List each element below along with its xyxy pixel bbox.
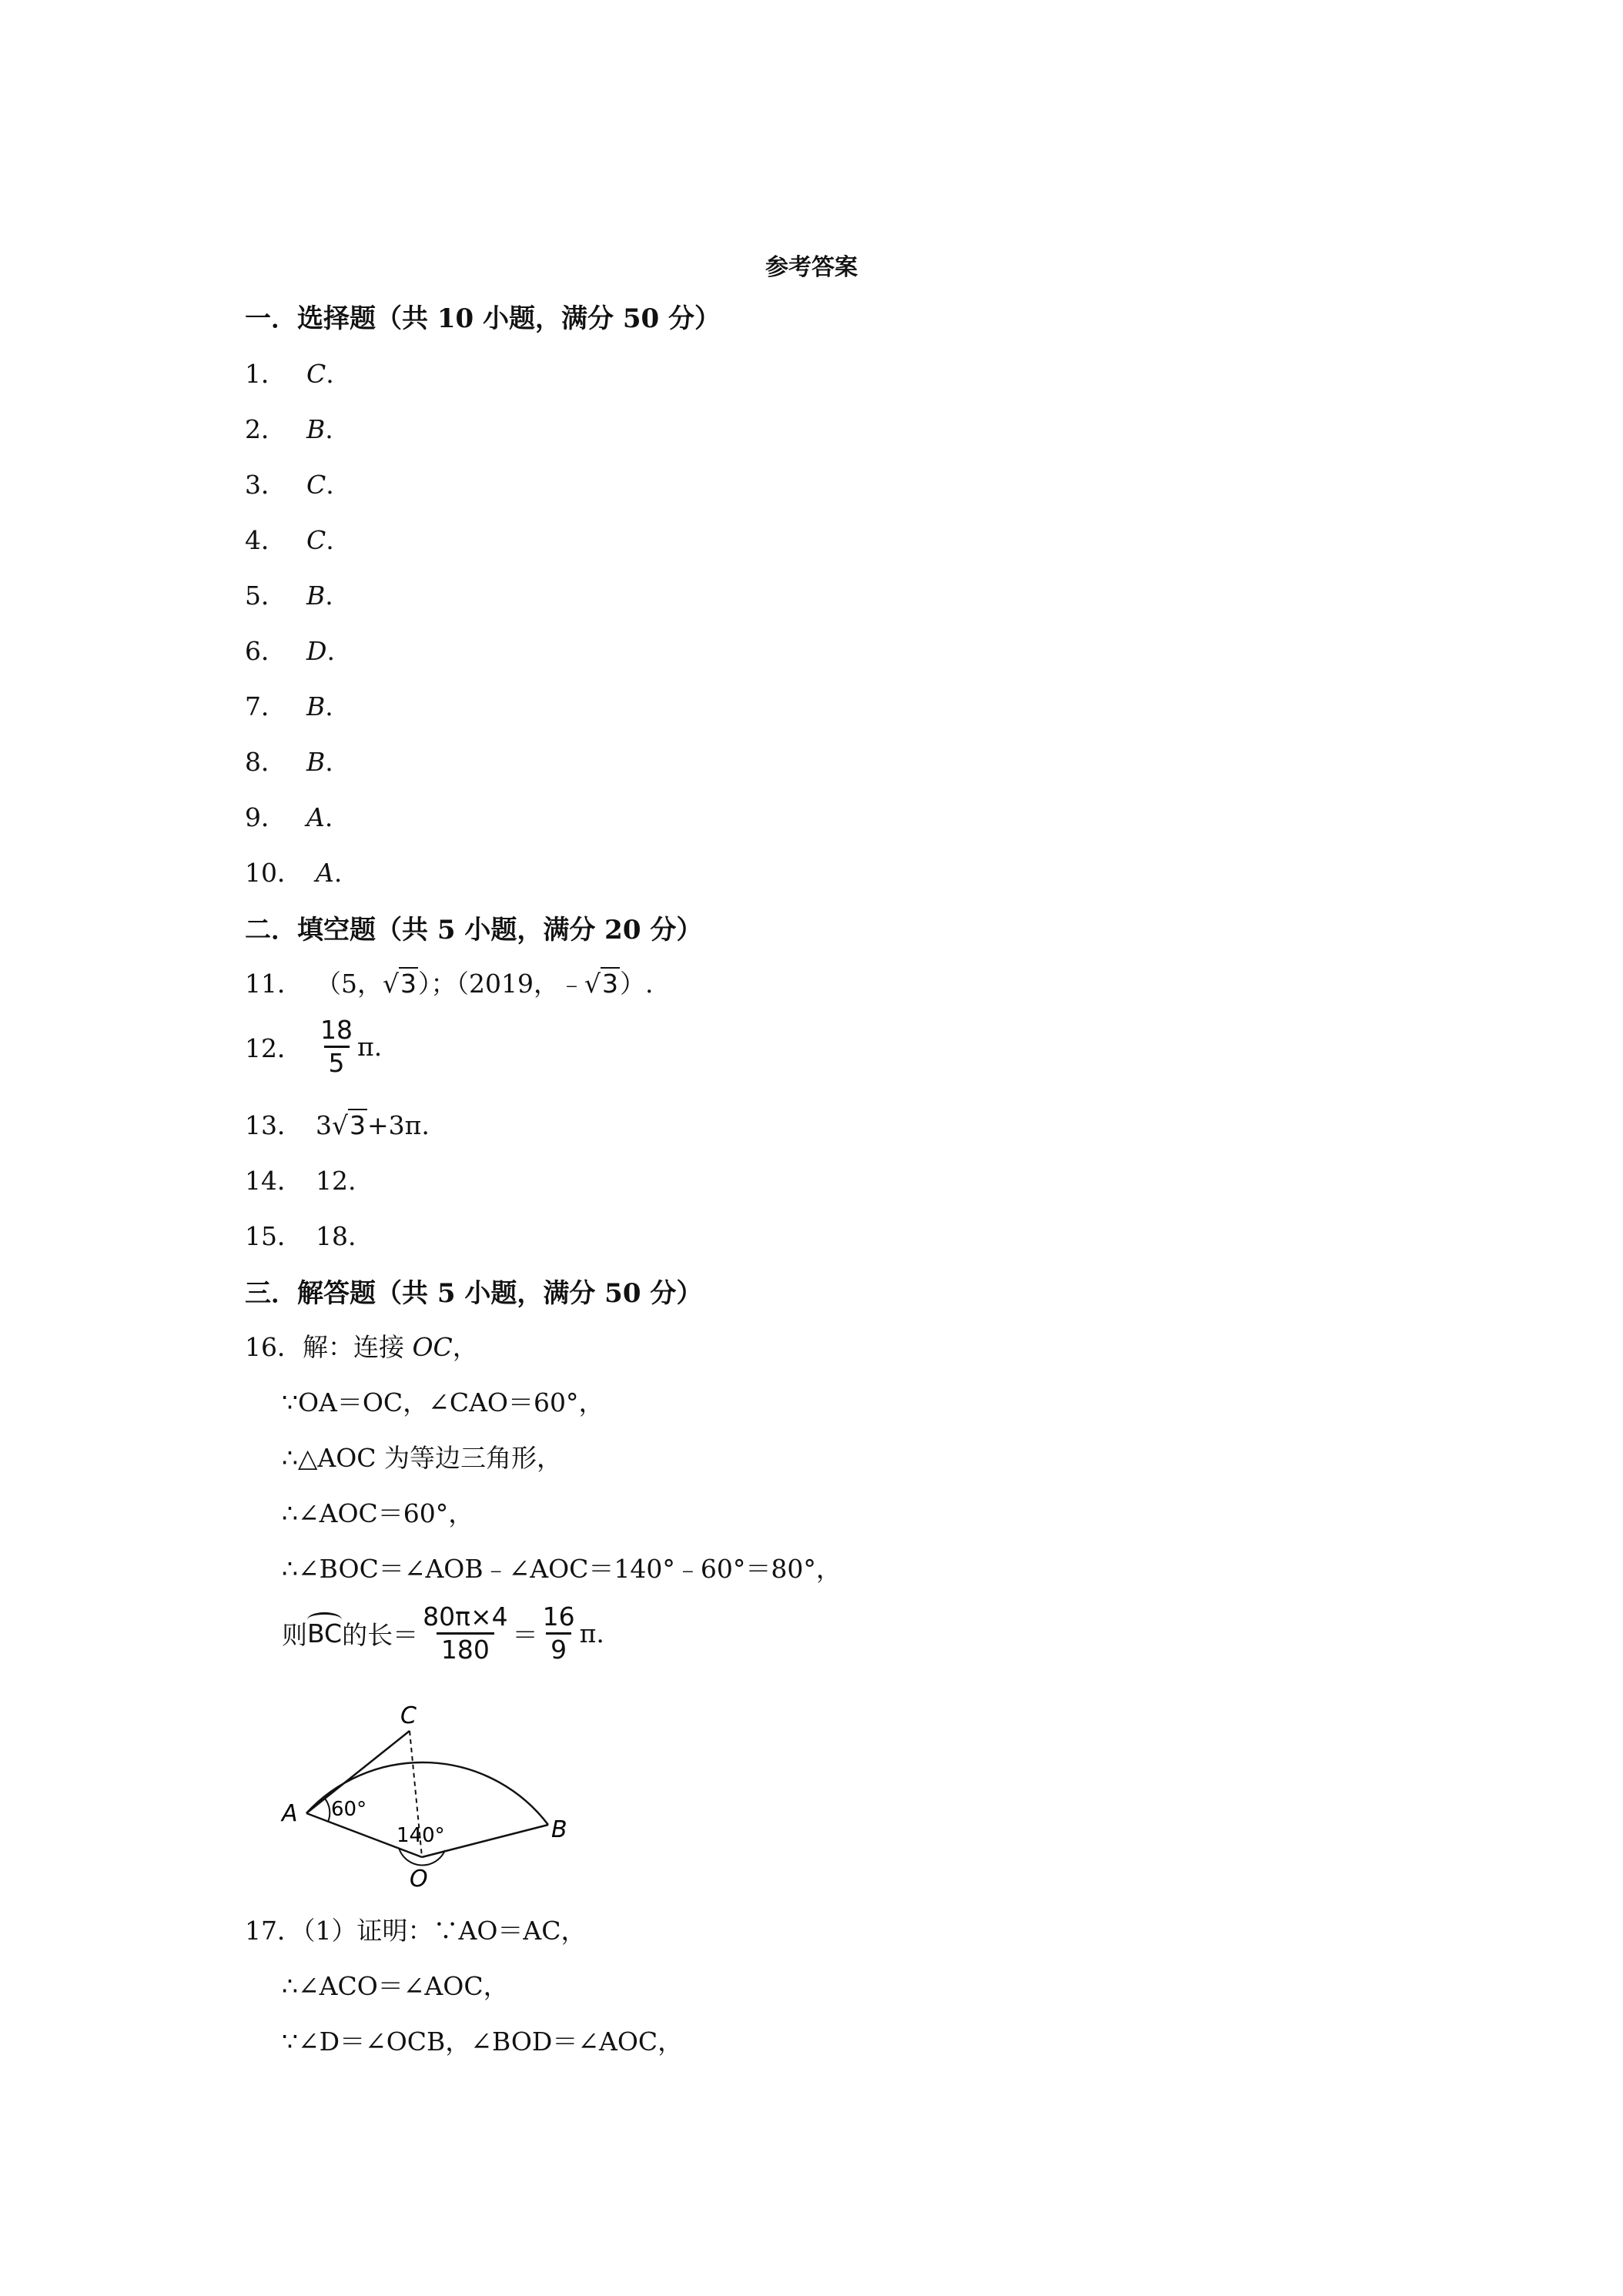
choice-answer: 8． B.	[245, 747, 333, 777]
choice-answer: 5． B.	[245, 581, 333, 611]
fill-answer-13: 13． 3√3+3π.	[245, 1110, 430, 1140]
sector-figure	[277, 1694, 585, 1894]
fraction: $\frac{80\pi\times 4}{180}$	[423, 1602, 508, 1665]
q16-step: ∴△AOC 为等边三角形，	[282, 1443, 562, 1473]
label-o: O	[410, 1866, 428, 1893]
q17-step: ∵∠D＝∠OCB，∠BOD＝∠AOC，	[282, 2027, 684, 2057]
fill-answer-11: 11． （5，√3）；（2019，﹣√3）.	[245, 969, 654, 999]
q16-step: ∵OA＝OC，∠CAO＝60°，	[282, 1387, 604, 1417]
section-solution-heading: 三．解答题（共 5 小题，满分 50 分）	[245, 1278, 703, 1309]
fraction: $\frac{16}{9}$	[542, 1602, 575, 1665]
fill-answer-12: 12． $\frac{18}{5}$ π.	[245, 1015, 383, 1078]
label-b: B	[551, 1816, 567, 1843]
angle-o-label: 140°	[397, 1824, 445, 1847]
choice-answer: 2． B.	[245, 414, 333, 444]
sqrt-symbol: √3	[332, 1110, 366, 1140]
page-title: 参考答案	[765, 254, 858, 281]
sqrt-symbol: √3	[383, 969, 417, 999]
label-a: A	[282, 1800, 298, 1827]
q16-step: ∴∠AOC＝60°，	[282, 1498, 474, 1528]
fill-answer-15: 15． 18.	[245, 1221, 356, 1251]
choice-answer: 9． A.	[245, 802, 333, 832]
label-c: C	[400, 1702, 417, 1729]
choice-answer: 10． A.	[245, 858, 343, 888]
q16-head: 16．解：连接 OC，	[245, 1332, 478, 1362]
q16-arc-length: 则BC的长＝ $\frac{80\pi\times 4}{180}$ ＝ $\frac{16}{9}$ π.	[282, 1602, 604, 1665]
choice-answer: 6． D.	[245, 636, 335, 666]
fraction: $\frac{18}{5}$	[320, 1015, 353, 1078]
choice-answer: 1． C.	[245, 359, 334, 389]
choice-answer: 4． C.	[245, 525, 334, 555]
choice-answer: 7． B.	[245, 691, 333, 721]
q17-head: 17．（1）证明：∵AO＝AC，	[245, 1916, 587, 1946]
choice-answer: 3． C.	[245, 470, 334, 500]
sqrt-symbol: √3	[584, 969, 619, 999]
angle-a-label: 60°	[331, 1798, 367, 1821]
q16-step: ∴∠BOC＝∠AOB﹣∠AOC＝140°﹣60°＝80°，	[282, 1554, 842, 1584]
section-choice-heading: 一．选择题（共 10 小题，满分 50 分）	[245, 303, 721, 334]
q17-step: ∴∠ACO＝∠AOC，	[282, 1971, 509, 2001]
angle-a-mark	[325, 1799, 330, 1822]
section-fill-heading: 二．填空题（共 5 小题，满分 20 分）	[245, 915, 703, 946]
arc-bc-symbol: BC	[307, 1618, 343, 1648]
fill-answer-14: 14． 12.	[245, 1166, 356, 1196]
